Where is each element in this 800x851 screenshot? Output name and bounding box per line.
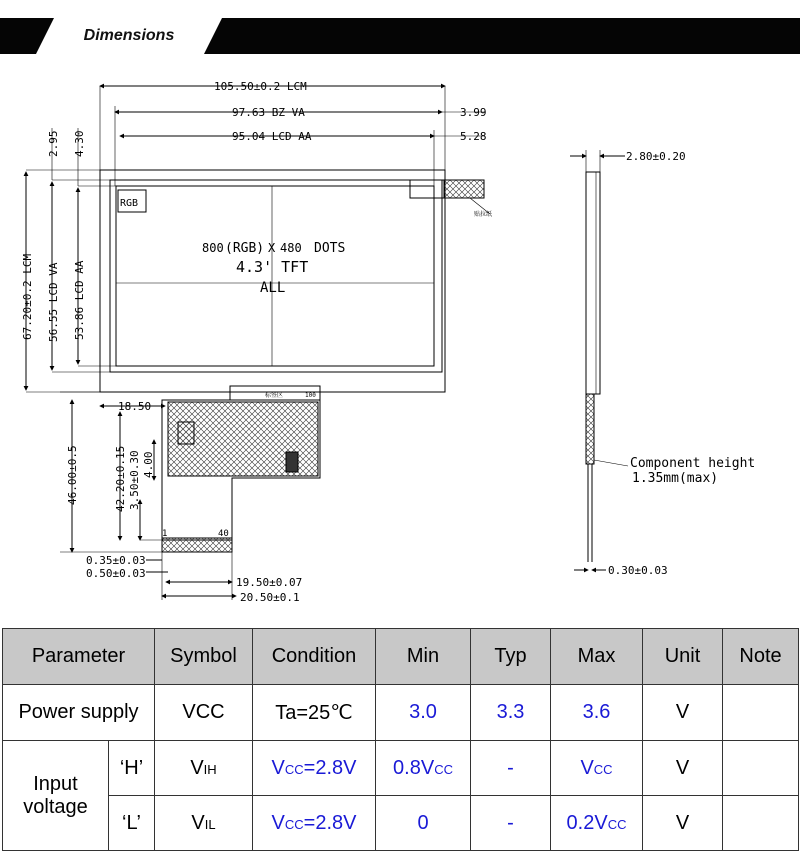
lcd-aa-outline xyxy=(116,186,434,366)
vil-unit: V xyxy=(643,796,723,851)
dim-2050-label: 20.50±0.1 xyxy=(240,591,300,604)
table-header-row xyxy=(3,629,799,685)
tab-label: 贴拉纸 xyxy=(474,211,493,218)
vih-max: VCC xyxy=(551,741,643,796)
pin-1-label: 1 xyxy=(162,529,168,539)
dim-528-label: 5.28 xyxy=(460,130,487,143)
dim-430-label: 4.30 xyxy=(73,130,86,157)
electrical-spec-table xyxy=(2,628,799,851)
lcm-height-label: 67.20±0.2 LCM xyxy=(21,253,34,340)
dim-399-label: 3.99 xyxy=(460,106,487,119)
dim-4600-label: 46.00±0.5 xyxy=(66,445,79,505)
fpc-label-1: 标签区 xyxy=(265,392,284,399)
bz-va-label: 97.63 BZ VA xyxy=(232,106,305,119)
vil-min: 0 xyxy=(376,796,471,851)
vih-typ: - xyxy=(471,741,551,796)
dim-050-label: 0.50±0.03 xyxy=(86,567,146,580)
dim-1850-label: 18.50 xyxy=(118,400,152,413)
power-min: 3.0 xyxy=(376,685,471,741)
lcd-va-height-label: 56.55 LCD VA xyxy=(47,262,60,342)
vil-symbol: VIL xyxy=(155,796,253,851)
lcd-va-outline xyxy=(110,180,442,372)
component-height-label: Component height xyxy=(630,456,756,471)
power-parameter: Power supply xyxy=(3,685,155,741)
pin-40-label: 40 xyxy=(218,529,229,539)
vih-note xyxy=(723,741,799,796)
input-label-line1: Input xyxy=(33,772,78,795)
thickness-label: 2.80±0.20 xyxy=(626,150,686,163)
pull-tab xyxy=(444,180,484,198)
vih-condition: VCC=2.8V xyxy=(253,741,376,796)
dots-count: 480 xyxy=(280,241,302,255)
power-condition: Ta=25℃ xyxy=(253,685,376,741)
vih-level: ‘H’ xyxy=(109,741,155,796)
vih-symbol: VIH xyxy=(155,741,253,796)
header-note: Note xyxy=(723,629,799,685)
power-typ: 3.3 xyxy=(471,685,551,741)
header-typ: Typ xyxy=(471,629,551,685)
dots-rgb: (RGB) xyxy=(225,241,265,256)
vil-condition: VCC=2.8V xyxy=(253,796,376,851)
all-label: ALL xyxy=(260,280,286,296)
vil-typ: - xyxy=(471,796,551,851)
header-symbol: Symbol xyxy=(155,629,253,685)
dots-x: X xyxy=(268,241,276,255)
table-row xyxy=(3,685,799,741)
vil-note xyxy=(723,796,799,851)
lcd-aa-width-label: 95.04 LCD AA xyxy=(232,130,312,143)
dim-350-label: 3.50±0.30 xyxy=(128,450,141,510)
rgb-label: RGB xyxy=(120,198,139,209)
dim-295-label: 2.95 xyxy=(47,130,60,157)
size-label: 4.3' TFT xyxy=(236,258,309,276)
header-unit: Unit xyxy=(643,629,723,685)
fpc-connector xyxy=(162,538,232,552)
power-note xyxy=(723,685,799,741)
power-symbol: VCC xyxy=(155,685,253,741)
vil-level: ‘L’ xyxy=(109,796,155,851)
dots-label: DOTS xyxy=(314,241,346,256)
dim-1950-label: 19.50±0.07 xyxy=(236,576,303,589)
lcd-aa-height-label: 53.86 LCD AA xyxy=(73,260,86,340)
section-title: Dimensions xyxy=(83,27,175,44)
dim-400-label: 4.00 xyxy=(142,451,155,478)
header-max: Max xyxy=(551,629,643,685)
dim-4220-label: 42.20±0.15 xyxy=(114,445,127,512)
input-label-line2: voltage xyxy=(23,795,88,818)
vil-max: 0.2VCC xyxy=(551,796,643,851)
vih-unit: V xyxy=(643,741,723,796)
component-height-value: 1.35mm(max) xyxy=(632,471,719,486)
table-row xyxy=(3,741,799,796)
power-unit: V xyxy=(643,685,723,741)
header-parameter: Parameter xyxy=(3,629,155,685)
table-row xyxy=(3,796,799,851)
dim-035-label: 0.35±0.03 xyxy=(86,554,146,567)
fpc-label-2: 100 xyxy=(305,392,316,399)
header-min: Min xyxy=(376,629,471,685)
power-max: 3.6 xyxy=(551,685,643,741)
input-voltage-label xyxy=(3,741,109,851)
vih-min: 0.8VCC xyxy=(376,741,471,796)
dots-prefix: 800 xyxy=(202,241,224,255)
side-view-body xyxy=(586,172,600,394)
header-condition: Condition xyxy=(253,629,376,685)
dimension-drawing xyxy=(0,70,800,615)
lcm-width-label: 105.50±0.2 LCM xyxy=(214,80,307,93)
fpc-thickness-label: 0.30±0.03 xyxy=(608,564,668,577)
